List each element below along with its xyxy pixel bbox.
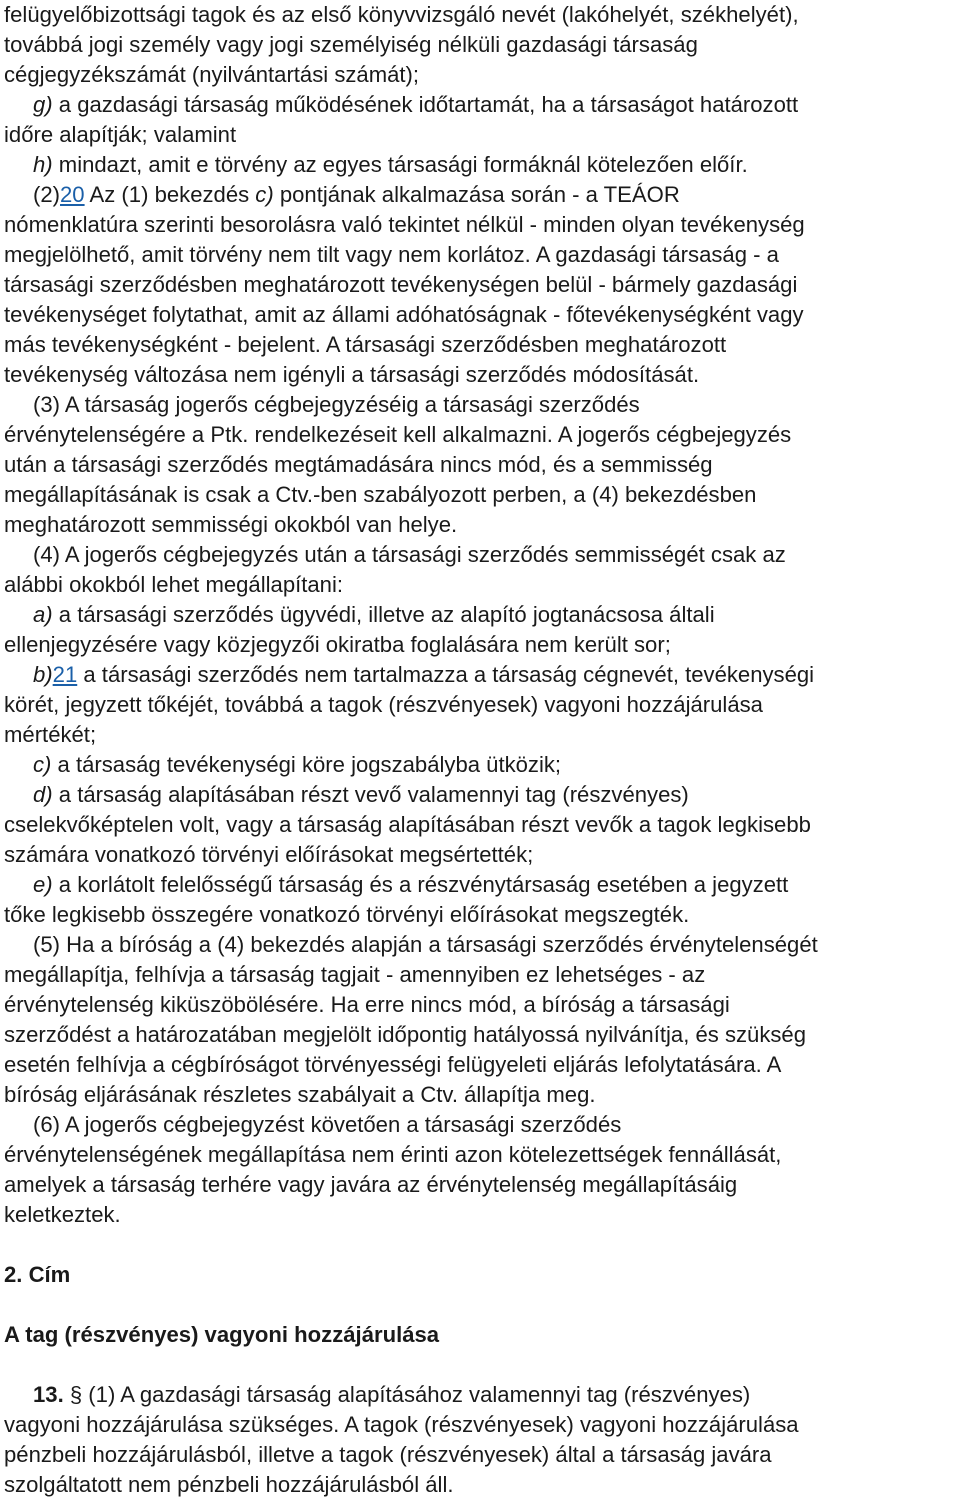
point-marker: c) — [33, 752, 52, 777]
point-reference: c) — [255, 182, 274, 207]
text-line: tevékenység változása nem igényli a társasági szerződés módosítását. — [4, 362, 700, 387]
paragraph-6-start: (6) A jogerős cégbejegyzést követően a társasági szerződés — [33, 1112, 622, 1137]
point-b: b)21 a társasági szerződés nem tartalmazza a társaság cégnevét, tevékenységi — [33, 662, 815, 687]
text-line: amelyek a társaság terhére vagy javára az érvénytelenség megállapításáig — [4, 1172, 738, 1197]
text-line: érvénytelenségére a Ptk. rendelkezéseit kell alkalmazni. A jogerős cégbejegyzés — [4, 422, 792, 447]
text-line: bíróság eljárásának részletes szabályait a Ctv. állapítja meg. — [4, 1082, 596, 1107]
point-marker: g) — [33, 92, 53, 117]
footnote-link-21[interactable]: 21 — [52, 662, 78, 687]
text-line: számára vonatkozó törvényi előírásokat megsértették; — [4, 842, 534, 867]
text-line: cégjegyzékszámát (nyilvántartási számát); — [4, 62, 420, 87]
text-line: megjelölhető, amit törvény nem tilt vagy nem korlátoz. A gazdasági társaság - a — [4, 242, 779, 267]
text-line: felügyelőbizottsági tagok és az első könyvvizsgáló nevét (lakóhelyét, székhelyét), — [4, 2, 799, 27]
point-a: a) a társasági szerződés ügyvédi, illetve az alapító jogtanácsosa általi — [33, 602, 715, 627]
text-line: társasági szerződésben meghatározott tevékenységen belül - bármely gazdasági — [4, 272, 798, 297]
point-c: c) a társaság tevékenységi köre jogszabályba ütközik; — [33, 752, 562, 777]
text-line: mértékét; — [4, 722, 97, 747]
text-line: időre alapítják; valamint — [4, 122, 237, 147]
text-line: nómenklatúra szerinti besorolásra való tekintet nélkül - minden olyan tevékenység — [4, 212, 805, 237]
text-line: érvénytelenségének megállapítása nem érinti azon kötelezettségek fennállását, — [4, 1142, 782, 1167]
text-line: más tevékenységként - bejelent. A társasági szerződésben meghatározott — [4, 332, 727, 357]
section-sign-icon: § — [69, 1382, 83, 1407]
section-title: A tag (részvényes) vagyoni hozzájárulása — [4, 1322, 440, 1347]
paragraph-2-start: (2)20 Az (1) bekezdés c) pontjának alkalmazása során - a TEÁOR — [33, 182, 680, 207]
point-marker: b) — [33, 662, 53, 687]
point-g: g) a gazdasági társaság működésének időtartamát, ha a társaságot határozott — [33, 92, 799, 117]
paragraph-3-start: (3) A társaság jogerős cégbejegyzéséig a társasági szerződés — [33, 392, 640, 417]
spacer — [4, 1290, 958, 1320]
paragraph-4-start: (4) A jogerős cégbejegyzés után a társasági szerződés semmisségét csak az — [33, 542, 786, 567]
text-line: meghatározott semmisségi okokból van helye. — [4, 512, 458, 537]
text-line: körét, jegyzett tőkéjét, továbbá a tagok (részvényesek) vagyoni hozzájárulása — [4, 692, 763, 717]
paragraph-number: (2) — [33, 182, 61, 207]
text-line: szerződést a határozatában megjelölt időpontig hatályossá nyilvánítja, és szükség — [4, 1022, 806, 1047]
point-h: h) mindazt, amit e törvény az egyes társasági formáknál kötelezően előír. — [33, 152, 748, 177]
chapter-heading: 2. Cím — [4, 1262, 71, 1287]
section-number: 13. — [33, 1382, 64, 1407]
text-line: megállapításának is csak a Ctv.-ben szabályozott perben, a (4) bekezdésben — [4, 482, 757, 507]
text-line: vagyoni hozzájárulása szükséges. A tagok (részvényesek) vagyoni hozzájárulása — [4, 1412, 799, 1437]
text-line: szolgáltatott nem pénzbeli hozzájárulásból áll. — [4, 1472, 454, 1497]
point-marker: a) — [33, 602, 53, 627]
text-line: megállapítja, felhívja a társaság tagjait - amennyiben ez lehetséges - az — [4, 962, 706, 987]
text-line: alábbi okokból lehet megállapítani: — [4, 572, 344, 597]
text-line: keletkeztek. — [4, 1202, 121, 1227]
point-d: d) a társaság alapításában részt vevő valamennyi tag (részvényes) — [33, 782, 689, 807]
text-line: esetén felhívja a cégbíróságot törvényességi felügyeleti eljárás lefolytatására. A — [4, 1052, 782, 1077]
document-body — [4, 0, 958, 1500]
point-e: e) a korlátolt felelősségű társaság és a részvénytársaság esetében a jegyzett — [33, 872, 789, 897]
text-line: után a társasági szerződés megtámadására nincs mód, és a semmisség — [4, 452, 713, 477]
point-marker: e) — [33, 872, 53, 897]
text-line: pénzbeli hozzájárulásból, illetve a tagok (részvényesek) által a társaság javára — [4, 1442, 772, 1467]
spacer — [4, 1230, 958, 1260]
spacer — [4, 1350, 958, 1380]
paragraph-5-start: (5) Ha a bíróság a (4) bekezdés alapján a társasági szerződés érvénytelenségét — [33, 932, 818, 957]
text-line: ellenjegyzésére vagy közjegyzői okiratba foglalására nem került sor; — [4, 632, 671, 657]
text-line: érvénytelenség kiküszöbölésére. Ha erre nincs mód, a bíróság a társasági — [4, 992, 730, 1017]
text-line: továbbá jogi személy vagy jogi személyiség nélküli gazdasági társaság — [4, 32, 698, 57]
point-marker: h) — [33, 152, 53, 177]
text-line: tőke legkisebb összegére vonatkozó törvényi előírásokat megszegték. — [4, 902, 690, 927]
point-marker: d) — [33, 782, 53, 807]
section-13-start: 13. § (1) A gazdasági társaság alapításához valamennyi tag (részvényes) — [33, 1382, 751, 1407]
text-line: tevékenységet folytathat, amit az állami adóhatóságnak - főtevékenységként vagy — [4, 302, 804, 327]
footnote-link-20[interactable]: 20 — [60, 182, 85, 207]
text-line: cselekvőképtelen volt, vagy a társaság alapításában részt vevők a tagok legkisebb — [4, 812, 811, 837]
